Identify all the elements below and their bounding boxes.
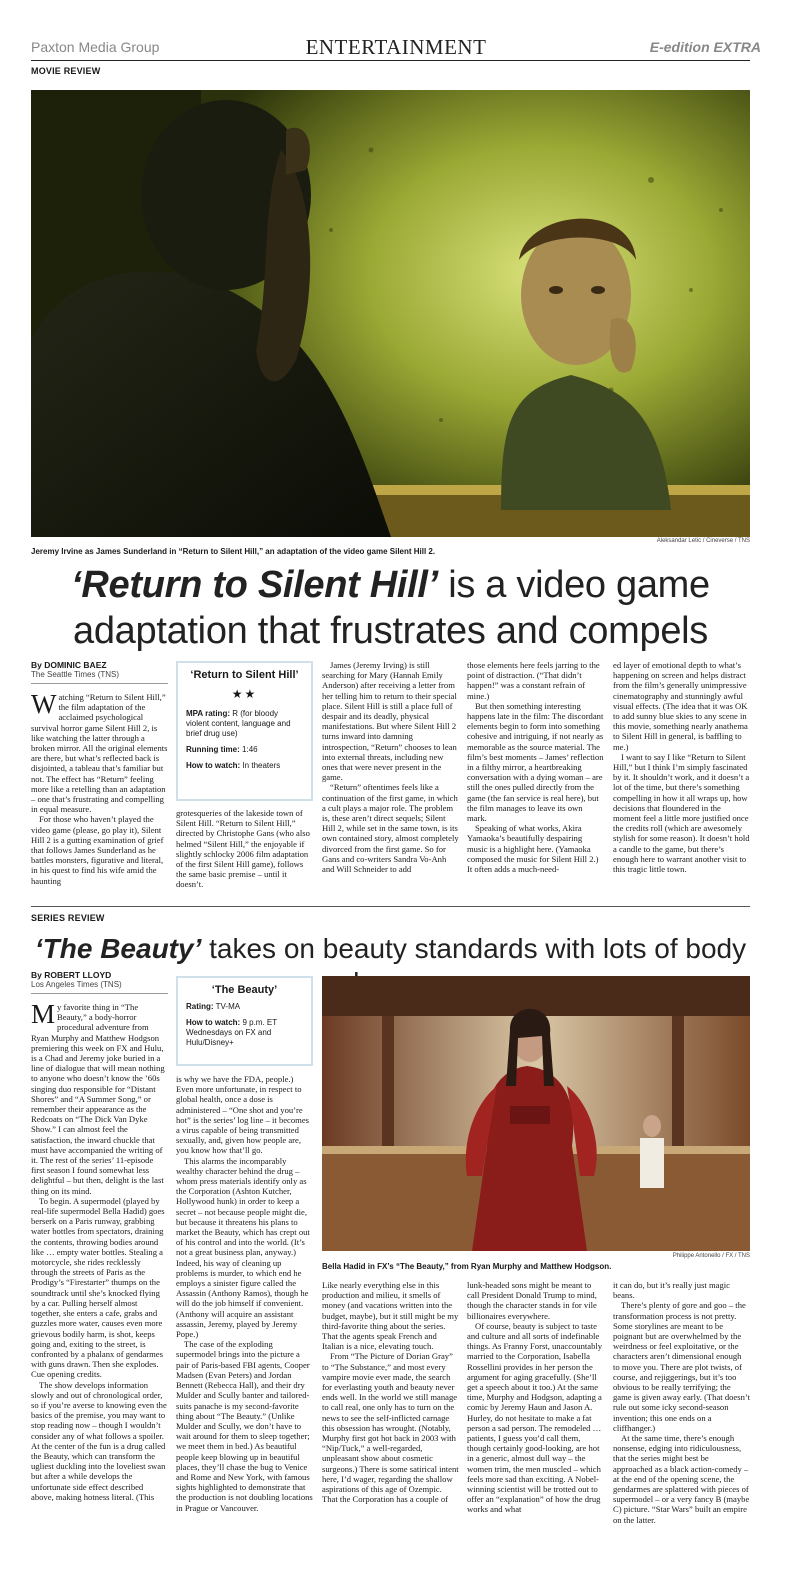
paragraph: James (Jeremy Irving) is still searching for Mary (Hannah Emily Anderson) after receiving a letter from her telling him to return to their special place. Silent Hill is still a place full of despair and its deadly, physical manifestations. But where Silent Hill 2 turns inward into damning introspection, “Return” chooses to lean into external threats, including new ones that were never present in the game.: [322, 660, 457, 783]
the-beauty-photo: [322, 976, 750, 1251]
paragraph: grotesqueries of the lakeside town of Silent Hill. “Return to Silent Hill,” directed by Christophe Gans (who also helmed “Silent Hill,” the enjoyable if slightly schlocky 2006 film adaptation of the first Silent Hill game), follows the same basic premise – until it doesn’t.: [176, 808, 310, 890]
movie-review-kicker: MOVIE REVIEW: [31, 66, 101, 76]
series-review-kicker: SERIES REVIEW: [31, 913, 105, 923]
infobox-title: ‘The Beauty’: [211, 984, 278, 996]
publisher-name: Paxton Media Group: [31, 39, 160, 55]
drop-cap: M: [31, 999, 56, 1029]
star-rating: ★★: [231, 687, 258, 701]
byline-source: Los Angeles Times (TNS): [31, 980, 122, 989]
headline-title: ‘Return to Silent Hill’: [71, 564, 438, 606]
headline-text: is a video game adaptation that frustrates and compels: [73, 564, 710, 652]
infobox-title: ‘Return to Silent Hill’: [190, 669, 299, 681]
drop-cap: W: [31, 689, 57, 719]
paragraph: The show develops information slowly and out of chronological order, so if you’re averse to knowing even the basics of the premise, you may want to stop reading now – though I wouldn’t consider any of what follows a spoiler. At the center of the fun is a drug called the Beauty, which can transform the ugliest duckling into the loveliest swan but after a while develops the unfortunate side effect described above, making hotness literal. (This: [31, 1379, 167, 1502]
review-infobox: [176, 661, 313, 801]
paragraph: But then something interesting happens late in the film: The discordant elements begin to form into something cohesive and intriguing, if not nearly as memorable as the source material. The film’s best moments – James’ reflection in a filthy mirror, a heartbreaking conversation with a dying woman – are still the ones pulled directly from the game (the fan service is real here), but the film manages to leave its own mark.: [467, 700, 604, 824]
paragraph: From “The Picture of Dorian Gray” to “The Substance,” and most every vampire movie ever made, the search for everlasting youth and beauty never ends well. In the world we still manage to call real, one only has to turn on the news to see the self-inflicted carnage this obsession has wrought. (Notably, Murphy first got hot back in 2003 with “Nip/Tuck,” a well-regarded, unpleasant show about cosmetic surgeons.) There is some satirical intent here, I’d wager, regarding the shallow aspirations of this age of Ozempic. That the Corporation has a couple of: [322, 1351, 459, 1505]
how-to-watch: How to watch: 9 p.m. ET Wednesdays on FX and Hulu/Disney+: [186, 1018, 277, 1047]
story2-col4: [467, 1280, 604, 1515]
paragraph: those elements here feels jarring to the point of distraction. (“That didn’t happen!” was a constant refrain of mine.): [467, 660, 600, 701]
how-to-watch: How to watch: In theaters: [186, 761, 281, 770]
photo-illustration: [31, 90, 750, 537]
section-title: ENTERTAINMENT: [305, 35, 487, 59]
paragraph: At the same time, there’s enough nonsense, edging into ridiculousness, that the series might best be approached as a black action-comedy – at the end of the opening scene, the gendarmes are splattered with pieces of supermodel – or a very fancy B (maybe C) picture. “Star Wars” built an empire on the latter.: [613, 1433, 750, 1525]
masthead-rule: [31, 60, 750, 61]
headline-title: ‘The Beauty’: [34, 933, 202, 964]
section-rule: [31, 906, 750, 907]
byline-rule: [31, 683, 168, 684]
review-infobox: [176, 976, 313, 1066]
paragraph: atching “Return to Silent Hill,” the film adaptation of the acclaimed psychological survival horror game Silent Hill 2, is like watching the latter through a broken mirror. All the original elements are there, but what’s reflected back is disjointed, a tableau that’s familiar but not. The effect has “Return” feeling more like a retelling than an adaptation – one that’s frustrating and compelling in equal measure.: [31, 692, 168, 815]
story1-col3: [322, 660, 459, 874]
paragraph: For those who haven’t played the video game (please, go play it), Silent Hill 2 is a gutting examination of grief that follows James Sunderland as he battles monsters, figurative and literal, in his quest to find his wife amid the haunting: [31, 814, 164, 886]
story2-col5: [613, 1280, 750, 1525]
byline: By ROBERT LLOYD: [31, 970, 112, 980]
paragraph: To begin. A supermodel (played by real-life supermodel Bella Hadid) goes berserk on a Paris runway, grabbing water bottles from spectators, draining the contents, throwing bodies around like … empty water bottles. Stealing a motorcycle, she rides recklessly through the streets of Paris as the Prodigy’s “Firestarter” thumps on the soundtrack until she’s knocked flying by a car. Pulling herself almost together, she enters a cafe, grabs and guzzles more water, causes even more grievous bodily harm, is shot, keeps going and, exiting to the street, is confronted by a phalanx of gendarmes with guns drawn. Then she explodes. Cue opening credits.: [31, 1195, 165, 1380]
headline-text: takes on beauty standards with lots of body: [209, 933, 747, 964]
paragraph: is why we have the FDA, people.) Even more unfortunate, in respect to global health, once a dose is administered – “One shot and you’re hot” is the series’ log line – it becomes a virus capable of being transmitted sexually, and, given how people are, you know how that’ll go.: [176, 1074, 310, 1156]
photo-caption-2: Bella Hadid in FX’s “The Beauty,” from Ryan Murphy and Matthew Hodgson.: [322, 1262, 612, 1271]
paragraph: lunk-headed sons might be meant to call President Donald Trump to mind, though the character stands in for vile billionaires everywhere.: [467, 1280, 597, 1321]
byline-rule: [31, 993, 168, 994]
photo-credit-2: Philippe Antonello / FX / TNS: [672, 1253, 750, 1259]
photo-credit-1: Aleksandar Letic / Cineverse / TNS: [656, 538, 750, 544]
paragraph: Like nearly everything else in this production and milieu, it smells of money (and vacations written into the budget, maybe), but it still might be my third-favorite thing about the series. That the agents speak French and Italian is a nice, elevating touch.: [322, 1280, 459, 1352]
tv-rating: Rating: TV-MA: [186, 1002, 241, 1011]
byline-source: The Seattle Times (TNS): [31, 670, 120, 679]
paragraph: The case of the exploding supermodel brings into the picture a pair of Paris-based FBI agents, Cooper Madsen (Evan Peters) and Jordan Bennett (Rebecca Hall), and their dry Mulder and Scully banter and tailored-suits panache is my second-favorite thing about “The Beauty.” (Unlike Mulder and Scully, we don’t have to wait around for them to sleep together; we meet them in bed.) As beautiful people keep blowing up in beautiful places, they’ll chase the bug to Venice and Rome and New York, with famous sights highlighted to demonstrate that the production is not doubling locations in Prague or Vancouver.: [176, 1339, 313, 1513]
byline: By DOMINIC BAEZ: [31, 660, 107, 670]
paragraph: ed layer of emotional depth to what’s happening on screen and helps distract from the film’s generally unimpressive cinematography and stunningly awful visual effects. (The idea that it was OK to add sunny blue skies to any scene in this movie, something nearly anathema to Silent Hill in general, is baffling to me.): [613, 660, 748, 752]
silent-hill-photo: [31, 90, 750, 537]
paragraph: “Return” oftentimes feels like a continuation of the first game, in which a cult plays a major role. The problem is, these aren’t direct sequels; Silent Hill 2, while set in the same town, is its own contained story, almost completely divorced from the first game. So for Gans and co-writers Sandra Vo-Anh and Will Schneider to add: [322, 782, 459, 875]
story1-col1: [31, 660, 168, 886]
mpa-rating: MPA rating: R (for bloody violent content, language and brief drug use): [186, 709, 291, 738]
paragraph: it can do, but it’s really just magic beans.: [613, 1280, 730, 1301]
edition-label: E-edition EXTRA: [649, 39, 761, 55]
story2-col1: [31, 970, 168, 1502]
photo-illustration: [322, 976, 750, 1251]
story1-col2: [176, 808, 313, 890]
running-time: Running time: 1:46: [186, 745, 258, 754]
story2-col2: [176, 1074, 313, 1513]
story1-col5: [613, 660, 750, 874]
story1-col4: [467, 660, 604, 874]
paragraph: Of course, beauty is subject to taste and culture and all sorts of indefinable things. As Franny Forst, unaccountably married to the Corporation, Isabella Rossellini provides in her person the argument for aging gracefully. (She’ll get a speech about it too.) At the same time, Murphy and Hodgson, adapting a comic by Jeremy Haun and Jason A. Hurley, do not hesitate to make a fat person a sad person. The remodeled … patients, I guess you’d call them, though certainly good-looking, are hot in a generic, almost dull way – the women trim, the men muscled – which feels more sad than exciting. A Nobel-winning scientist will be trotted out to offer an “explanation” of how the drug works and what: [467, 1320, 603, 1515]
paragraph: This alarms the incomparably wealthy character behind the drug – whom press materials identify only as the Corporation (Ashton Kutcher, Hollywood hunk) in order to keep a secret – not because people might die, but because it threatens his plans to market the Beauty, which has crept out of his control and into the world. (It’s not a great business plan, anyway.) Indeed, his way of cleaning up problems is murder, to which end he employs a sinister figure called the Assassin (Anthony Ramos), though he will do the job himself if convenient. (Anthony will acquire an assistant assassin, Jeremy, played by Jeremy Pope.): [176, 1155, 310, 1340]
paragraph: I want to say I like “Return to Silent Hill,” but I think I’m simply fascinated by it. It shouldn’t work, and it doesn’t a lot of the time, but there’s something compelling in how it all wraps up, how decisions that floundered in the moment feel a little more justified once the credits roll (which are awesomely stylish for some reason). It doesn’t hold a candle to the game, but there’s enough here to warrant another visit to this tragic little town.: [613, 751, 750, 875]
paragraph: Speaking of what works, Akira Yamaoka’s beautifully despairing music is a highlight here. (Yamaoka composed the music for Silent Hill 2.) It often adds a much-need-: [467, 823, 599, 875]
story2-col3: [322, 1280, 459, 1504]
headline-silent-hill: [31, 562, 750, 654]
paragraph: There’s plenty of gore and goo – the transformation process is not pretty. Some storylines are meant to be poignant but are overwhelmed by the weirdness or feel exploitative, or the characters aren’t dimensional enough to move you. There are plot twists, of course, and rejiggerings, but it’s too obvious to be really terrifying; the game is given away early. (That doesn’t rule out some icky second-season invention; this one ends on a cliffhanger.): [613, 1300, 750, 1433]
paragraph: y favorite thing in “The Beauty,” a body-horror procedural adventure from Ryan Murphy and Matthew Hodgson premiering this week on FX and Hulu, is a Chad and Jeremy joke buried in a line of dialogue that will mean nothing to anyone who doesn’t know the ’60s singing duo responsible for “Distant Shores” and “A Summer Song,” or remember their appearance as the Redcoats on “The Dick Van Dyke Show.” I can almost feel the satisfaction, the inward chuckle that must have accompanied the writing of it. The rest of the series’ 11-episode first season I found somewhat less delightful – but then, delight is the last thing on its mind.: [31, 1002, 165, 1196]
photo-caption-1: Jeremy Irvine as James Sunderland in “Return to Silent Hill,” an adaptation of the video game Silent Hill 2.: [31, 547, 436, 556]
